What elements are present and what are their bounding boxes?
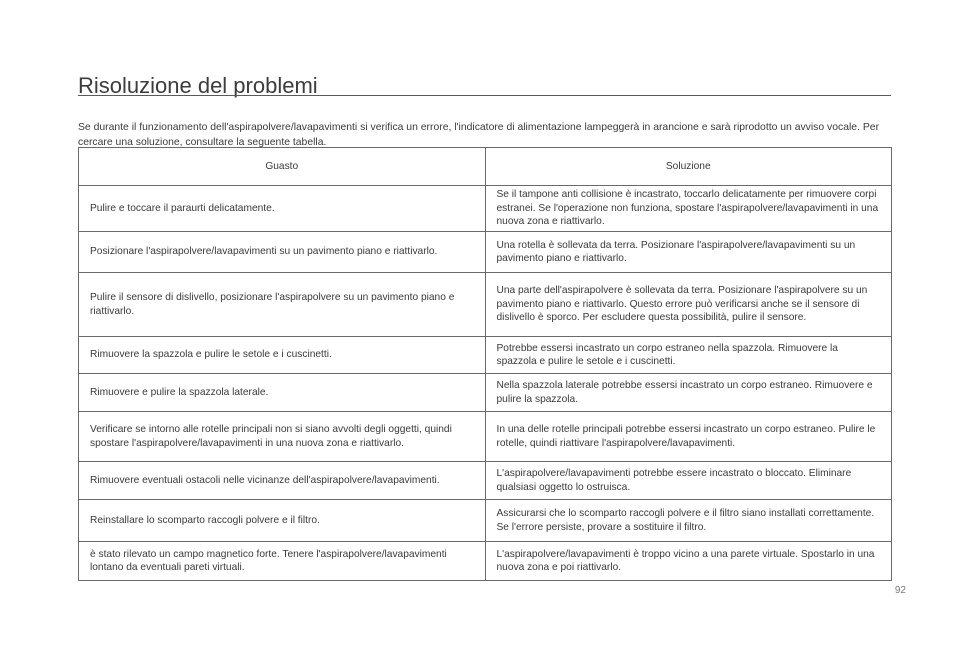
header-fault: Guasto	[79, 148, 486, 186]
fault-cell: Reinstallare lo scomparto raccogli polvere e il filtro.	[79, 500, 486, 542]
fault-cell: Pulire e toccare il paraurti delicatamente.	[79, 186, 486, 232]
solution-cell: Una parte dell'aspirapolvere è sollevata da terra. Posizionare l'aspirapolvere su un pavimento piano e riattivarlo. Questo errore può verificarsi anche se il sensore di dislivello è sporco. Per escludere questa possibilità, pulire il sensore.	[485, 273, 892, 337]
solution-cell: L'aspirapolvere/lavapavimenti potrebbe essere incastrato o bloccato. Eliminare qualsiasi oggetto lo ostruisca.	[485, 462, 892, 500]
table-row	[79, 273, 892, 337]
fault-cell: Rimuovere e pulire la spazzola laterale.	[79, 374, 486, 412]
table-row	[79, 462, 892, 500]
title-divider	[78, 95, 891, 96]
solution-cell: Se il tampone anti collisione è incastrato, toccarlo delicatamente per rimuovere corpi estranei. Se l'operazione non funziona, spostare l'aspirapolvere/lavapavimenti in una nuova zona e riattivarlo.	[485, 186, 892, 232]
table-header-row	[79, 148, 892, 186]
troubleshooting-table	[78, 147, 892, 581]
fault-cell: Verificare se intorno alle rotelle principali non si siano avvolti degli oggetti, quindi spostare l'aspirapolvere/lavapavimenti in una nuova zona e riattivarlo.	[79, 412, 486, 462]
solution-cell: Una rotella è sollevata da terra. Posizionare l'aspirapolvere/lavapavimenti su un pavimento piano e riattivarlo.	[485, 232, 892, 273]
fault-cell: Posizionare l'aspirapolvere/lavapavimenti su un pavimento piano e riattivarlo.	[79, 232, 486, 273]
table-row	[79, 186, 892, 232]
table-row	[79, 374, 892, 412]
table-row	[79, 337, 892, 374]
page-title: Risoluzione del problemi	[78, 72, 318, 98]
page-number: 92	[894, 585, 906, 596]
fault-cell: Pulire il sensore di dislivello, posizionare l'aspirapolvere su un pavimento piano e riattivarlo.	[79, 273, 486, 337]
solution-cell: Nella spazzola laterale potrebbe essersi incastrato un corpo estraneo. Rimuovere e pulire la spazzola.	[485, 374, 892, 412]
table-row	[79, 232, 892, 273]
solution-cell: L'aspirapolvere/lavapavimenti è troppo vicino a una parete virtuale. Spostarlo in una nuova zona e poi riattivarlo.	[485, 542, 892, 581]
intro-paragraph: Se durante il funzionamento dell'aspirapolvere/lavapavimenti si verifica un errore, l'indicatore di alimentazione lampeggerà in arancione e sarà riprodotto un avviso vocale. Per cercare una soluzione, consultare la seguente tabella.	[78, 122, 880, 149]
header-solution: Soluzione	[485, 148, 892, 186]
table-row	[79, 542, 892, 581]
table-row	[79, 500, 892, 542]
fault-cell: Rimuovere la spazzola e pulire le setole e i cuscinetti.	[79, 337, 486, 374]
solution-cell: Assicurarsi che lo scomparto raccogli polvere e il filtro siano installati correttamente. Se l'errore persiste, provare a sostituire il filtro.	[485, 500, 892, 542]
solution-cell: Potrebbe essersi incastrato un corpo estraneo nella spazzola. Rimuovere la spazzola e pulire le setole e i cuscinetti.	[485, 337, 892, 374]
fault-cell: Rimuovere eventuali ostacoli nelle vicinanze dell'aspirapolvere/lavapavimenti.	[79, 462, 486, 500]
table-row	[79, 412, 892, 462]
solution-cell: In una delle rotelle principali potrebbe essersi incastrato un corpo estraneo. Pulire le rotelle, quindi riattivare l'aspirapolvere/lavapavimenti.	[485, 412, 892, 462]
fault-cell: è stato rilevato un campo magnetico forte. Tenere l'aspirapolvere/lavapavimenti lontano da eventuali pareti virtuali.	[79, 542, 486, 581]
